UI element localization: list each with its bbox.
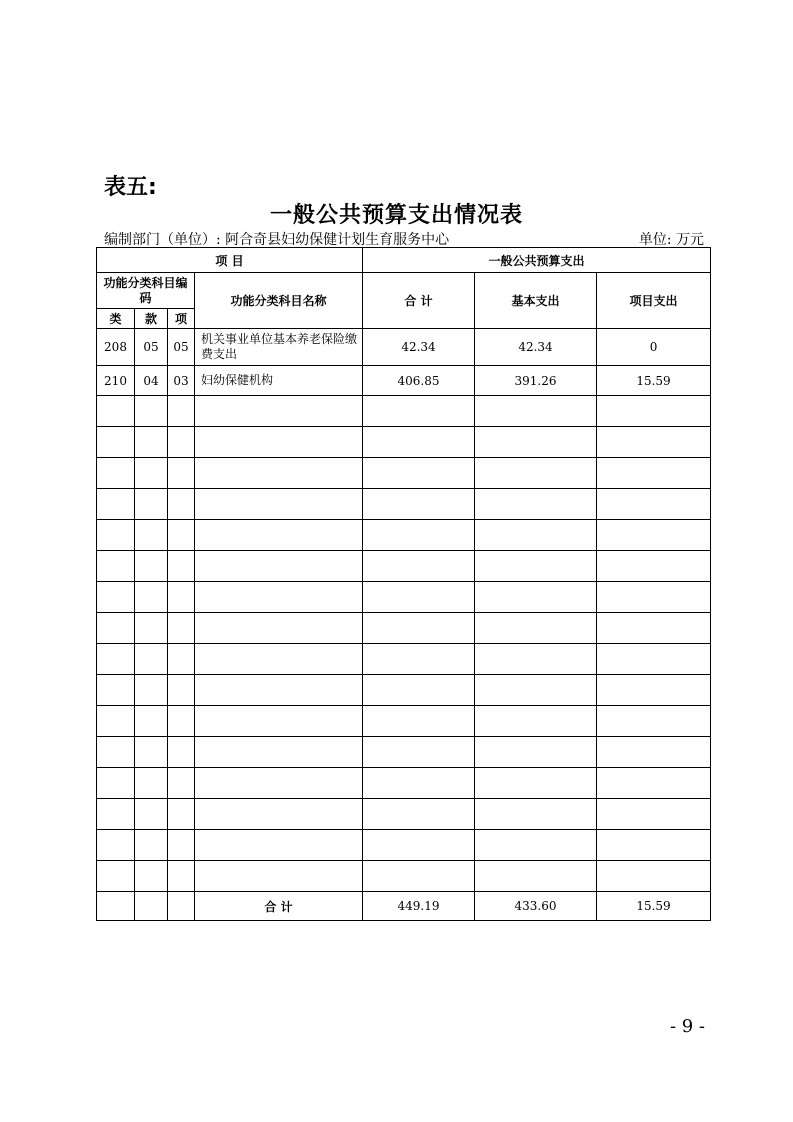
empty-row [97,489,711,520]
project-header: 项 目 [97,248,363,273]
empty-row [97,830,711,861]
currency-unit: 万元 [676,232,704,248]
empty-row [97,427,711,458]
empty-row [97,582,711,613]
empty-row [97,458,711,489]
row-section: 05 [135,329,168,366]
row-name: 机关事业单位基本养老保险缴费支出 [195,329,363,366]
table-row [97,329,711,366]
code-item-header: 项 [168,309,195,329]
row-name: 妇幼保健机构 [195,366,363,396]
gpb-expenditure-header: 一般公共预算支出 [363,248,711,273]
table-label: 表五: [104,175,157,200]
code-section-header: 款 [135,309,168,329]
subject-name-header: 功能分类科目名称 [195,273,363,329]
basic-sum: 433.60 [475,892,597,921]
currency-info [639,229,704,249]
row-class: 208 [97,329,135,366]
header-row-1 [97,248,711,273]
meta-row [104,229,704,249]
code-class-header: 类 [97,309,135,329]
row-item: 05 [168,329,195,366]
row-item: 03 [168,366,195,396]
total-row [97,892,711,921]
total-sum: 449.19 [363,892,475,921]
empty-row [97,644,711,675]
basic-header: 基本支出 [475,273,597,329]
total-header: 合 计 [363,273,475,329]
empty-row [97,768,711,799]
project-exp-header: 项目支出 [597,273,711,329]
row-class: 210 [97,366,135,396]
page-title: 一般公共预算支出情况表 [269,203,523,228]
row-basic: 391.26 [475,366,597,396]
row-project: 0 [597,329,711,366]
row-project: 15.59 [597,366,711,396]
total-label: 合 计 [195,892,363,921]
table-row [97,366,711,396]
expenditure-table [96,247,711,921]
currency-prefix: 单位: [638,232,672,248]
empty-row [97,613,711,644]
empty-row [97,861,711,892]
empty-row [97,396,711,427]
empty-row [97,706,711,737]
empty-row [97,799,711,830]
project-sum: 15.59 [597,892,711,921]
empty-row [97,551,711,582]
empty-row [97,737,711,768]
page-number: - 9 - [669,1016,705,1037]
org-name: 阿合奇县妇幼保健计划生育服务中心 [225,232,450,248]
empty-row [97,520,711,551]
row-total: 42.34 [363,329,475,366]
unit-prefix: 编制部门（单位）: [104,232,221,248]
empty-row [97,675,711,706]
code-group-header: 功能分类科目编码 [97,273,195,309]
header-row-2 [97,273,711,309]
row-total: 406.85 [363,366,475,396]
unit-info [104,229,449,249]
row-section: 04 [135,366,168,396]
row-basic: 42.34 [475,329,597,366]
